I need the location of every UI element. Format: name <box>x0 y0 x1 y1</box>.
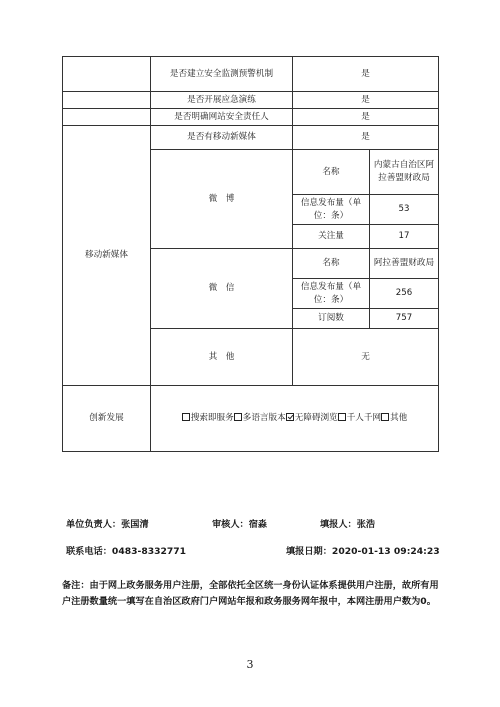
weibo-followers-value: 17 <box>370 225 439 249</box>
wechat-name-value: 阿拉善盟财政局 <box>370 249 439 279</box>
weibo-name-label: 名称 <box>293 150 370 195</box>
weibo-label: 微 博 <box>151 150 293 249</box>
filler: 填报人：张浩 <box>320 519 376 530</box>
table-row <box>63 126 439 150</box>
responsible-value: 是 <box>293 109 439 126</box>
weibo-posts-label: 信息发布量（单位：条） <box>293 195 370 225</box>
innovation-option <box>381 413 407 423</box>
drill-value: 是 <box>293 92 439 109</box>
responsible-label: 是否明确网站安全责任人 <box>151 109 293 126</box>
innovation-option <box>182 413 234 423</box>
reviewer: 审核人：宿淼 <box>212 519 268 530</box>
other-label: 其 他 <box>151 329 293 386</box>
innovation-option <box>234 413 286 423</box>
innovation-option <box>338 413 381 423</box>
footnote: 备注：由于网上政务服务用户注册，全部依托全区统一身份认证体系提供用户注册，故所有用户注册数量统一填写在自治区政府门户网站年报和政务服务网年报中，本网注册用户数为0。 <box>62 580 439 607</box>
innovation-option-label: 无障碍浏览 <box>294 413 338 423</box>
weibo-posts-value: 53 <box>370 195 439 225</box>
unit-head: 单位负责人：张国清 <box>66 519 149 530</box>
other-value: 无 <box>293 329 439 386</box>
innovation-option-label: 千人千网 <box>346 413 382 423</box>
report-table <box>62 56 439 452</box>
monitoring-label: 是否建立安全监测预警机制 <box>151 57 293 92</box>
checkbox-icon[interactable] <box>234 413 242 421</box>
mobile-section-label: 移动新媒体 <box>63 126 151 386</box>
has-mobile-value: 是 <box>293 126 439 150</box>
checkbox-icon[interactable] <box>381 413 389 421</box>
wechat-subscribers-value: 757 <box>370 309 439 329</box>
row-header-blank <box>63 92 151 109</box>
table-row <box>63 92 439 109</box>
wechat-name-label: 名称 <box>293 249 370 279</box>
innovation-option-label: 搜索即服务 <box>190 413 234 423</box>
innovation-label: 创新发展 <box>63 386 151 452</box>
checkbox-icon[interactable] <box>338 413 346 421</box>
innovation-option-label: 多语言版本 <box>242 413 286 423</box>
checked-checkbox-icon[interactable] <box>286 413 294 421</box>
table-row <box>63 57 439 92</box>
wechat-posts-label: 信息发布量（单位：条） <box>293 279 370 309</box>
contact-phone: 联系电话：0483-8332771 <box>66 546 187 557</box>
innovation-options <box>151 386 439 452</box>
weibo-name-value: 内蒙古自治区阿拉善盟财政局 <box>370 150 439 195</box>
row-header-blank <box>63 109 151 126</box>
table-row <box>63 386 439 452</box>
has-mobile-label: 是否有移动新媒体 <box>151 126 293 150</box>
fill-date: 填报日期：2020-01-13 09:24:23 <box>286 546 440 557</box>
table-row <box>63 109 439 126</box>
innovation-option-label: 其他 <box>390 413 408 423</box>
page-number: 3 <box>246 658 254 671</box>
checkbox-icon[interactable] <box>182 413 190 421</box>
wechat-posts-value: 256 <box>370 279 439 309</box>
row-header-blank <box>63 57 151 92</box>
wechat-subscribers-label: 订阅数 <box>293 309 370 329</box>
innovation-option <box>286 413 338 423</box>
monitoring-value: 是 <box>293 57 439 92</box>
weibo-followers-label: 关注量 <box>293 225 370 249</box>
drill-label: 是否开展应急演练 <box>151 92 293 109</box>
wechat-label: 微 信 <box>151 249 293 329</box>
